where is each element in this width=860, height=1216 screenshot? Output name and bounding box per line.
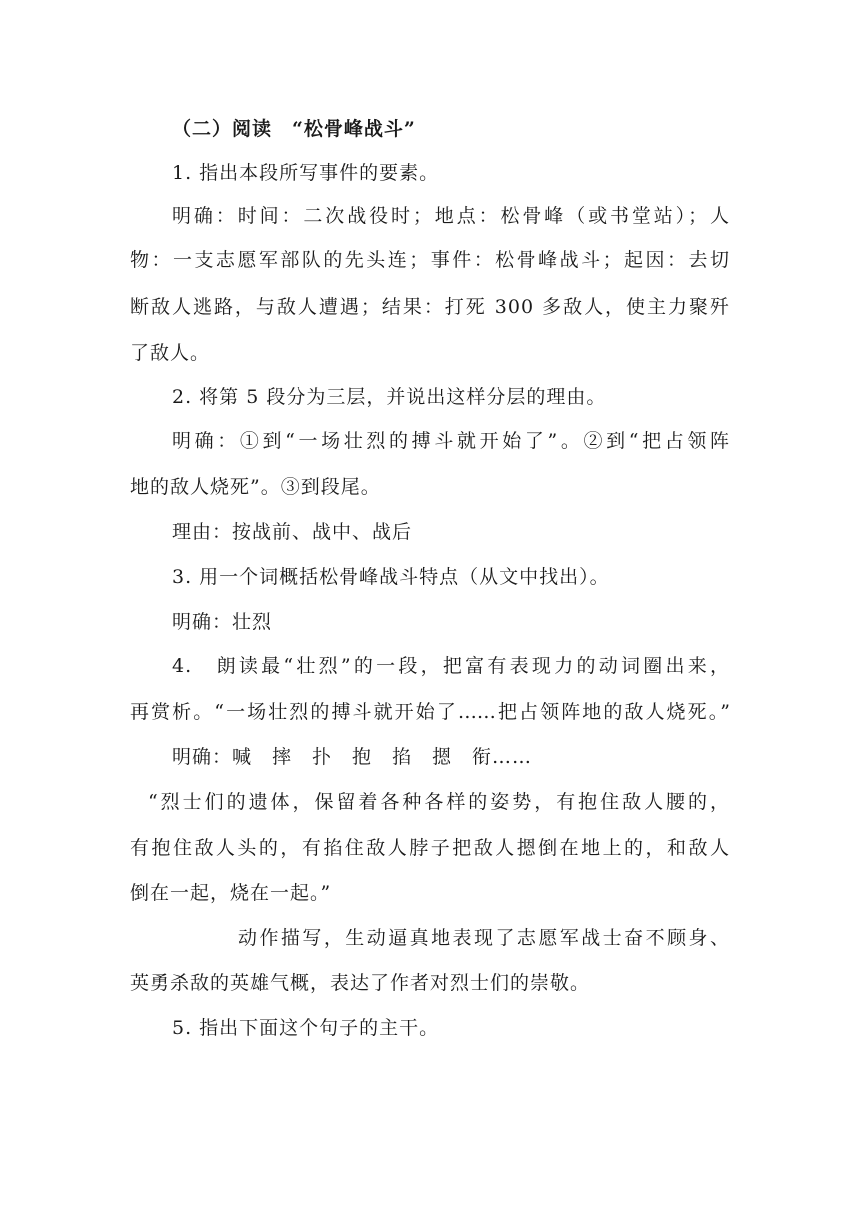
answer-1-line-2: 物：一支志愿军部队的先头连；事件：松骨峰战斗；起因：去切: [130, 249, 730, 271]
quote-line-3: 倒在一起，烧在一起。”: [130, 882, 332, 904]
analysis-line-1: 动作描写，生动逼真地表现了志愿军战士奋不顾身、: [238, 927, 730, 949]
answer-4-verbs: 明确：喊 摔 扑 抱 掐 摁 衔……: [172, 746, 533, 768]
quote-line-2: 有抱住敌人头的，有掐住敌人脖子把敌人摁倒在地上的，和敌人: [130, 837, 730, 859]
question-1: 1. 指出本段所写事件的要素。: [172, 162, 440, 184]
answer-3: 明确：壮烈: [172, 611, 273, 633]
answer-1-line-4: 了敌人。: [130, 342, 211, 364]
question-5: 5. 指出下面这个句子的主干。: [172, 1017, 440, 1039]
answer-2-line-2: 地的敌人烧死”。③到段尾。: [130, 476, 381, 498]
answer-1-line-1: 明确：时间：二次战役时；地点：松骨峰（或书堂站）；人: [172, 205, 730, 227]
question-4-line-2: 再赏析。“一场壮烈的搏斗就开始了……把占领阵地的敌人烧死。”: [130, 701, 730, 723]
reason-2: 理由：按战前、战中、战后: [172, 521, 413, 543]
answer-1-line-3: 断敌人逃路，与敌人遭遇；结果：打死 300 多敌人，使主力聚歼: [130, 296, 730, 318]
quote-line-1: “烈士们的遗体，保留着各种各样的姿势，有抱住敌人腰的，: [148, 791, 730, 813]
section-heading: （二）阅读 “松骨峰战斗”: [172, 118, 416, 140]
answer-2-line-1: 明确：①到“一场壮烈的搏斗就开始了”。②到“把占领阵: [172, 430, 730, 452]
question-3: 3. 用一个词概括松骨峰战斗特点（从文中找出）。: [172, 566, 610, 588]
analysis-line-2: 英勇杀敌的英雄气概，表达了作者对烈士们的崇敬。: [130, 972, 591, 994]
question-4-line-1: 4. 朗读最“壮烈”的一段，把富有表现力的动词圈出来，: [172, 655, 730, 677]
question-2: 2. 将第 5 段分为三层，并说出这样分层的理由。: [172, 386, 607, 408]
